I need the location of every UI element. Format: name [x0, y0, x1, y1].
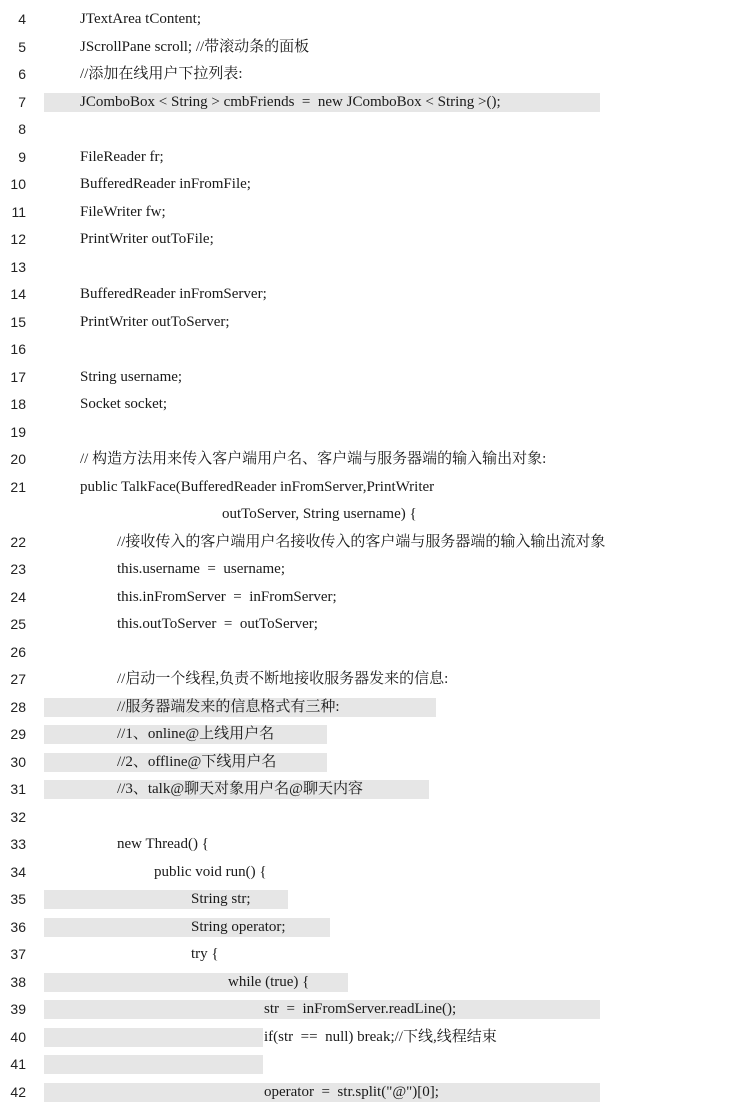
code-text: //添加在线用户下拉列表:: [80, 66, 243, 82]
code-text: //服务器端发来的信息格式有三种:: [117, 698, 340, 715]
code-line: [0, 473, 731, 501]
line-number: 14: [10, 286, 26, 302]
code-line: [0, 280, 731, 308]
code-line: [0, 775, 731, 803]
code-line: [0, 335, 731, 363]
line-highlight: [44, 1055, 263, 1074]
line-number: 11: [11, 203, 26, 220]
code-text: new Thread() {: [117, 836, 209, 852]
code-text: if(str == null) break;//下线,线程结束: [264, 1028, 497, 1045]
code-text: PrintWriter outToServer;: [80, 313, 230, 330]
line-number: 37: [10, 946, 26, 962]
line-highlight: [44, 890, 288, 909]
code-line-continuation: [0, 500, 731, 528]
line-number: 29: [10, 726, 26, 742]
code-line: [0, 143, 731, 171]
line-number: 5: [18, 38, 26, 55]
code-line: [0, 913, 731, 941]
line-number: 8: [18, 121, 26, 137]
line-number: 30: [10, 753, 26, 770]
code-line: [0, 748, 731, 776]
code-line: [0, 830, 731, 858]
line-number: 33: [10, 836, 26, 852]
code-line: [0, 5, 731, 33]
line-number: 25: [10, 616, 26, 632]
code-text: Socket socket;: [80, 396, 168, 412]
code-text: this.outToServer = outToServer;: [117, 616, 318, 632]
code-text: PrintWriter outToFile;: [80, 231, 214, 247]
code-text: try {: [191, 946, 219, 962]
code-text: String username;: [80, 368, 183, 385]
code-line: [0, 60, 731, 88]
line-number: 39: [10, 1001, 26, 1017]
line-number: 16: [10, 341, 26, 357]
line-number: 4: [18, 11, 26, 27]
line-number: 36: [10, 918, 26, 935]
code-line: [0, 665, 731, 693]
code-text: while (true) {: [228, 973, 310, 990]
code-line: [0, 858, 731, 886]
line-highlight: [44, 918, 330, 937]
code-line: [0, 610, 731, 638]
line-number: 27: [10, 671, 26, 687]
code-line: [0, 170, 731, 198]
line-number: 38: [10, 973, 26, 990]
code-line: [0, 445, 731, 473]
line-number: 22: [10, 533, 26, 550]
code-line: [0, 885, 731, 913]
code-text: JScrollPane scroll; //带滚动条的面板: [80, 38, 310, 55]
line-number: 7: [18, 93, 26, 110]
code-text: //接收传入的客户端用户名接收传入的客户端与服务器端的输入输出流对象: [117, 533, 606, 550]
code-text: JComboBox < String > cmbFriends = new JComboBox < String >();: [80, 93, 501, 110]
line-number: 40: [10, 1028, 26, 1045]
code-line: [0, 995, 731, 1023]
code-line: [0, 638, 731, 666]
line-number: 35: [10, 891, 26, 907]
code-line: [0, 1050, 731, 1078]
line-number: 32: [10, 808, 26, 825]
code-text: outToServer, String username) {: [222, 506, 417, 522]
line-number: 17: [10, 368, 26, 385]
line-number: 20: [10, 451, 26, 467]
line-number: 41: [10, 1056, 26, 1072]
line-number: 26: [10, 643, 26, 660]
code-text: this.inFromServer = inFromServer;: [117, 588, 337, 605]
code-line: [0, 1023, 731, 1051]
code-line: [0, 940, 731, 968]
code-line: [0, 583, 731, 611]
line-number: 6: [18, 66, 26, 82]
line-number: 34: [10, 863, 26, 880]
line-number: 19: [10, 423, 26, 440]
line-highlight: [44, 1028, 263, 1047]
line-number: 18: [10, 396, 26, 412]
code-text: String str;: [191, 891, 251, 907]
code-text: String operator;: [191, 918, 286, 935]
code-text: FileReader fr;: [80, 148, 164, 165]
code-text: //2、offline@下线用户名: [117, 753, 277, 770]
code-text: //启动一个线程,负责不断地接收服务器发来的信息:: [117, 671, 449, 687]
code-line: [0, 968, 731, 996]
code-text: FileWriter fw;: [80, 203, 166, 220]
code-line: [0, 308, 731, 336]
line-number: 21: [10, 478, 26, 495]
line-number: 42: [10, 1083, 26, 1100]
code-line: [0, 418, 731, 446]
code-line: [0, 720, 731, 748]
line-number: 23: [10, 561, 26, 577]
code-line: [0, 693, 731, 721]
line-number: 9: [18, 148, 26, 165]
code-line: [0, 225, 731, 253]
line-number: 10: [10, 176, 26, 192]
line-number: 12: [10, 231, 26, 247]
code-line: [0, 198, 731, 226]
line-number: 24: [10, 588, 26, 605]
code-text: JTextArea tContent;: [80, 11, 202, 27]
code-text: public TalkFace(BufferedReader inFromServer,PrintWriter: [80, 478, 435, 495]
code-text: str = inFromServer.readLine();: [264, 1001, 457, 1017]
code-line: [0, 1078, 731, 1106]
code-line: [0, 803, 731, 831]
code-line: [0, 88, 731, 116]
code-text: //1、online@上线用户名: [117, 726, 275, 742]
code-text: operator = str.split("@")[0];: [264, 1083, 439, 1100]
code-line: [0, 33, 731, 61]
line-number: 13: [10, 258, 26, 275]
code-listing: [0, 5, 731, 1105]
line-number: 31: [10, 781, 26, 797]
code-text: BufferedReader inFromFile;: [80, 176, 251, 192]
line-number: 15: [10, 313, 26, 330]
code-text: //3、talk@聊天对象用户名@聊天内容: [117, 781, 363, 797]
code-text: public void run() {: [154, 863, 267, 880]
line-number: 28: [10, 698, 26, 715]
code-line: [0, 528, 731, 556]
code-line: [0, 363, 731, 391]
code-text: this.username = username;: [117, 561, 285, 577]
code-text: // 构造方法用来传入客户端用户名、客户端与服务器端的输入输出对象:: [80, 451, 547, 467]
code-line: [0, 253, 731, 281]
code-line: [0, 115, 731, 143]
code-line: [0, 390, 731, 418]
code-line: [0, 555, 731, 583]
code-text: BufferedReader inFromServer;: [80, 286, 267, 302]
